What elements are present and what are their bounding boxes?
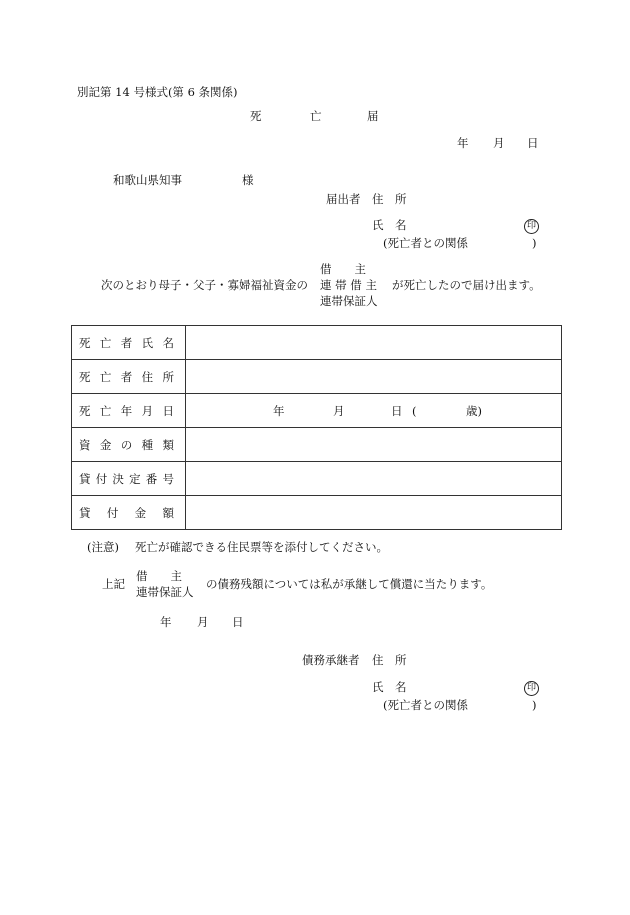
reporter-relation-open: (死亡者との関係 <box>383 236 468 250</box>
succession-date-day: 日 <box>232 615 244 629</box>
row-label-deceased-name: 死 亡 者 氏 名 <box>72 326 186 360</box>
statement-prefix: 次のとおり母子・父子・寡婦福祉資金の <box>101 278 308 292</box>
title-char-1: 死 <box>250 109 262 123</box>
table-row <box>72 496 562 530</box>
table-row <box>72 428 562 462</box>
death-details-table <box>71 325 562 530</box>
row-label-loan-decision-number: 貸 付 決 定 番 号 <box>72 462 186 496</box>
death-year-label: 年 <box>273 404 285 418</box>
death-day-label: 日 <box>391 404 403 418</box>
successor-relation-open: (死亡者との関係 <box>383 698 468 712</box>
succession-text: の債務残額については私が承継して償還に当たります。 <box>206 577 493 591</box>
statement-role-joint-borrower: 連 帯 借 主 <box>320 278 377 292</box>
reporter-role: 届出者 <box>326 192 361 206</box>
statement-role-guarantor: 連帯保証人 <box>320 294 378 308</box>
reporter-name-label: 氏 名 <box>372 218 407 232</box>
succession-prefix: 上記 <box>102 577 125 591</box>
date-day: 日 <box>527 136 539 150</box>
note-text: 死亡が確認できる住民票等を添付してください。 <box>135 540 388 554</box>
row-label-fund-type: 資 金 の 種 類 <box>72 428 186 462</box>
successor-address-label: 住 所 <box>372 653 407 667</box>
loan-decision-number-field[interactable] <box>186 462 562 496</box>
successor-name-label: 氏 名 <box>372 680 407 694</box>
succession-date-month: 月 <box>197 615 209 629</box>
successor-relation-close: ) <box>532 698 537 712</box>
form-number: 別記第 14 号様式(第 6 条関係) <box>77 85 238 99</box>
date-year: 年 <box>457 136 469 150</box>
successor-seal-icon: 印 <box>524 681 539 696</box>
reporter-relation-close: ) <box>532 236 537 250</box>
table-row <box>72 360 562 394</box>
addressee-name: 和歌山県知事 <box>113 173 182 187</box>
age-label: 歳) <box>466 404 482 418</box>
addressee-honorific: 様 <box>242 173 254 187</box>
succession-role-borrower: 借 主 <box>136 569 182 583</box>
succession-date-year: 年 <box>160 615 172 629</box>
age-open-paren: ( <box>412 404 417 418</box>
note-label: (注意) <box>87 540 119 554</box>
title-char-3: 届 <box>367 109 379 123</box>
death-month-label: 月 <box>333 404 345 418</box>
deceased-address-field[interactable] <box>186 360 562 394</box>
successor-role: 債務承継者 <box>302 653 360 667</box>
statement-suffix: が死亡したので届け出ます。 <box>392 278 541 292</box>
table-row <box>72 462 562 496</box>
reporter-seal-icon: 印 <box>524 219 539 234</box>
table-row <box>72 326 562 360</box>
loan-amount-field[interactable] <box>186 496 562 530</box>
date-of-death-field[interactable] <box>186 394 562 428</box>
fund-type-field[interactable] <box>186 428 562 462</box>
row-label-loan-amount: 貸 付 金 額 <box>72 496 186 530</box>
succession-roles <box>136 571 194 603</box>
reporter-address-label: 住 所 <box>372 192 407 206</box>
deceased-name-field[interactable] <box>186 326 562 360</box>
row-label-date-of-death: 死 亡 年 月 日 <box>72 394 186 428</box>
table-row <box>72 394 562 428</box>
date-month: 月 <box>493 136 505 150</box>
statement-roles <box>320 264 378 312</box>
succession-role-guarantor: 連帯保証人 <box>136 585 194 599</box>
statement-role-borrower: 借 主 <box>320 262 366 276</box>
title-char-2: 亡 <box>310 109 322 123</box>
row-label-deceased-address: 死 亡 者 住 所 <box>72 360 186 394</box>
